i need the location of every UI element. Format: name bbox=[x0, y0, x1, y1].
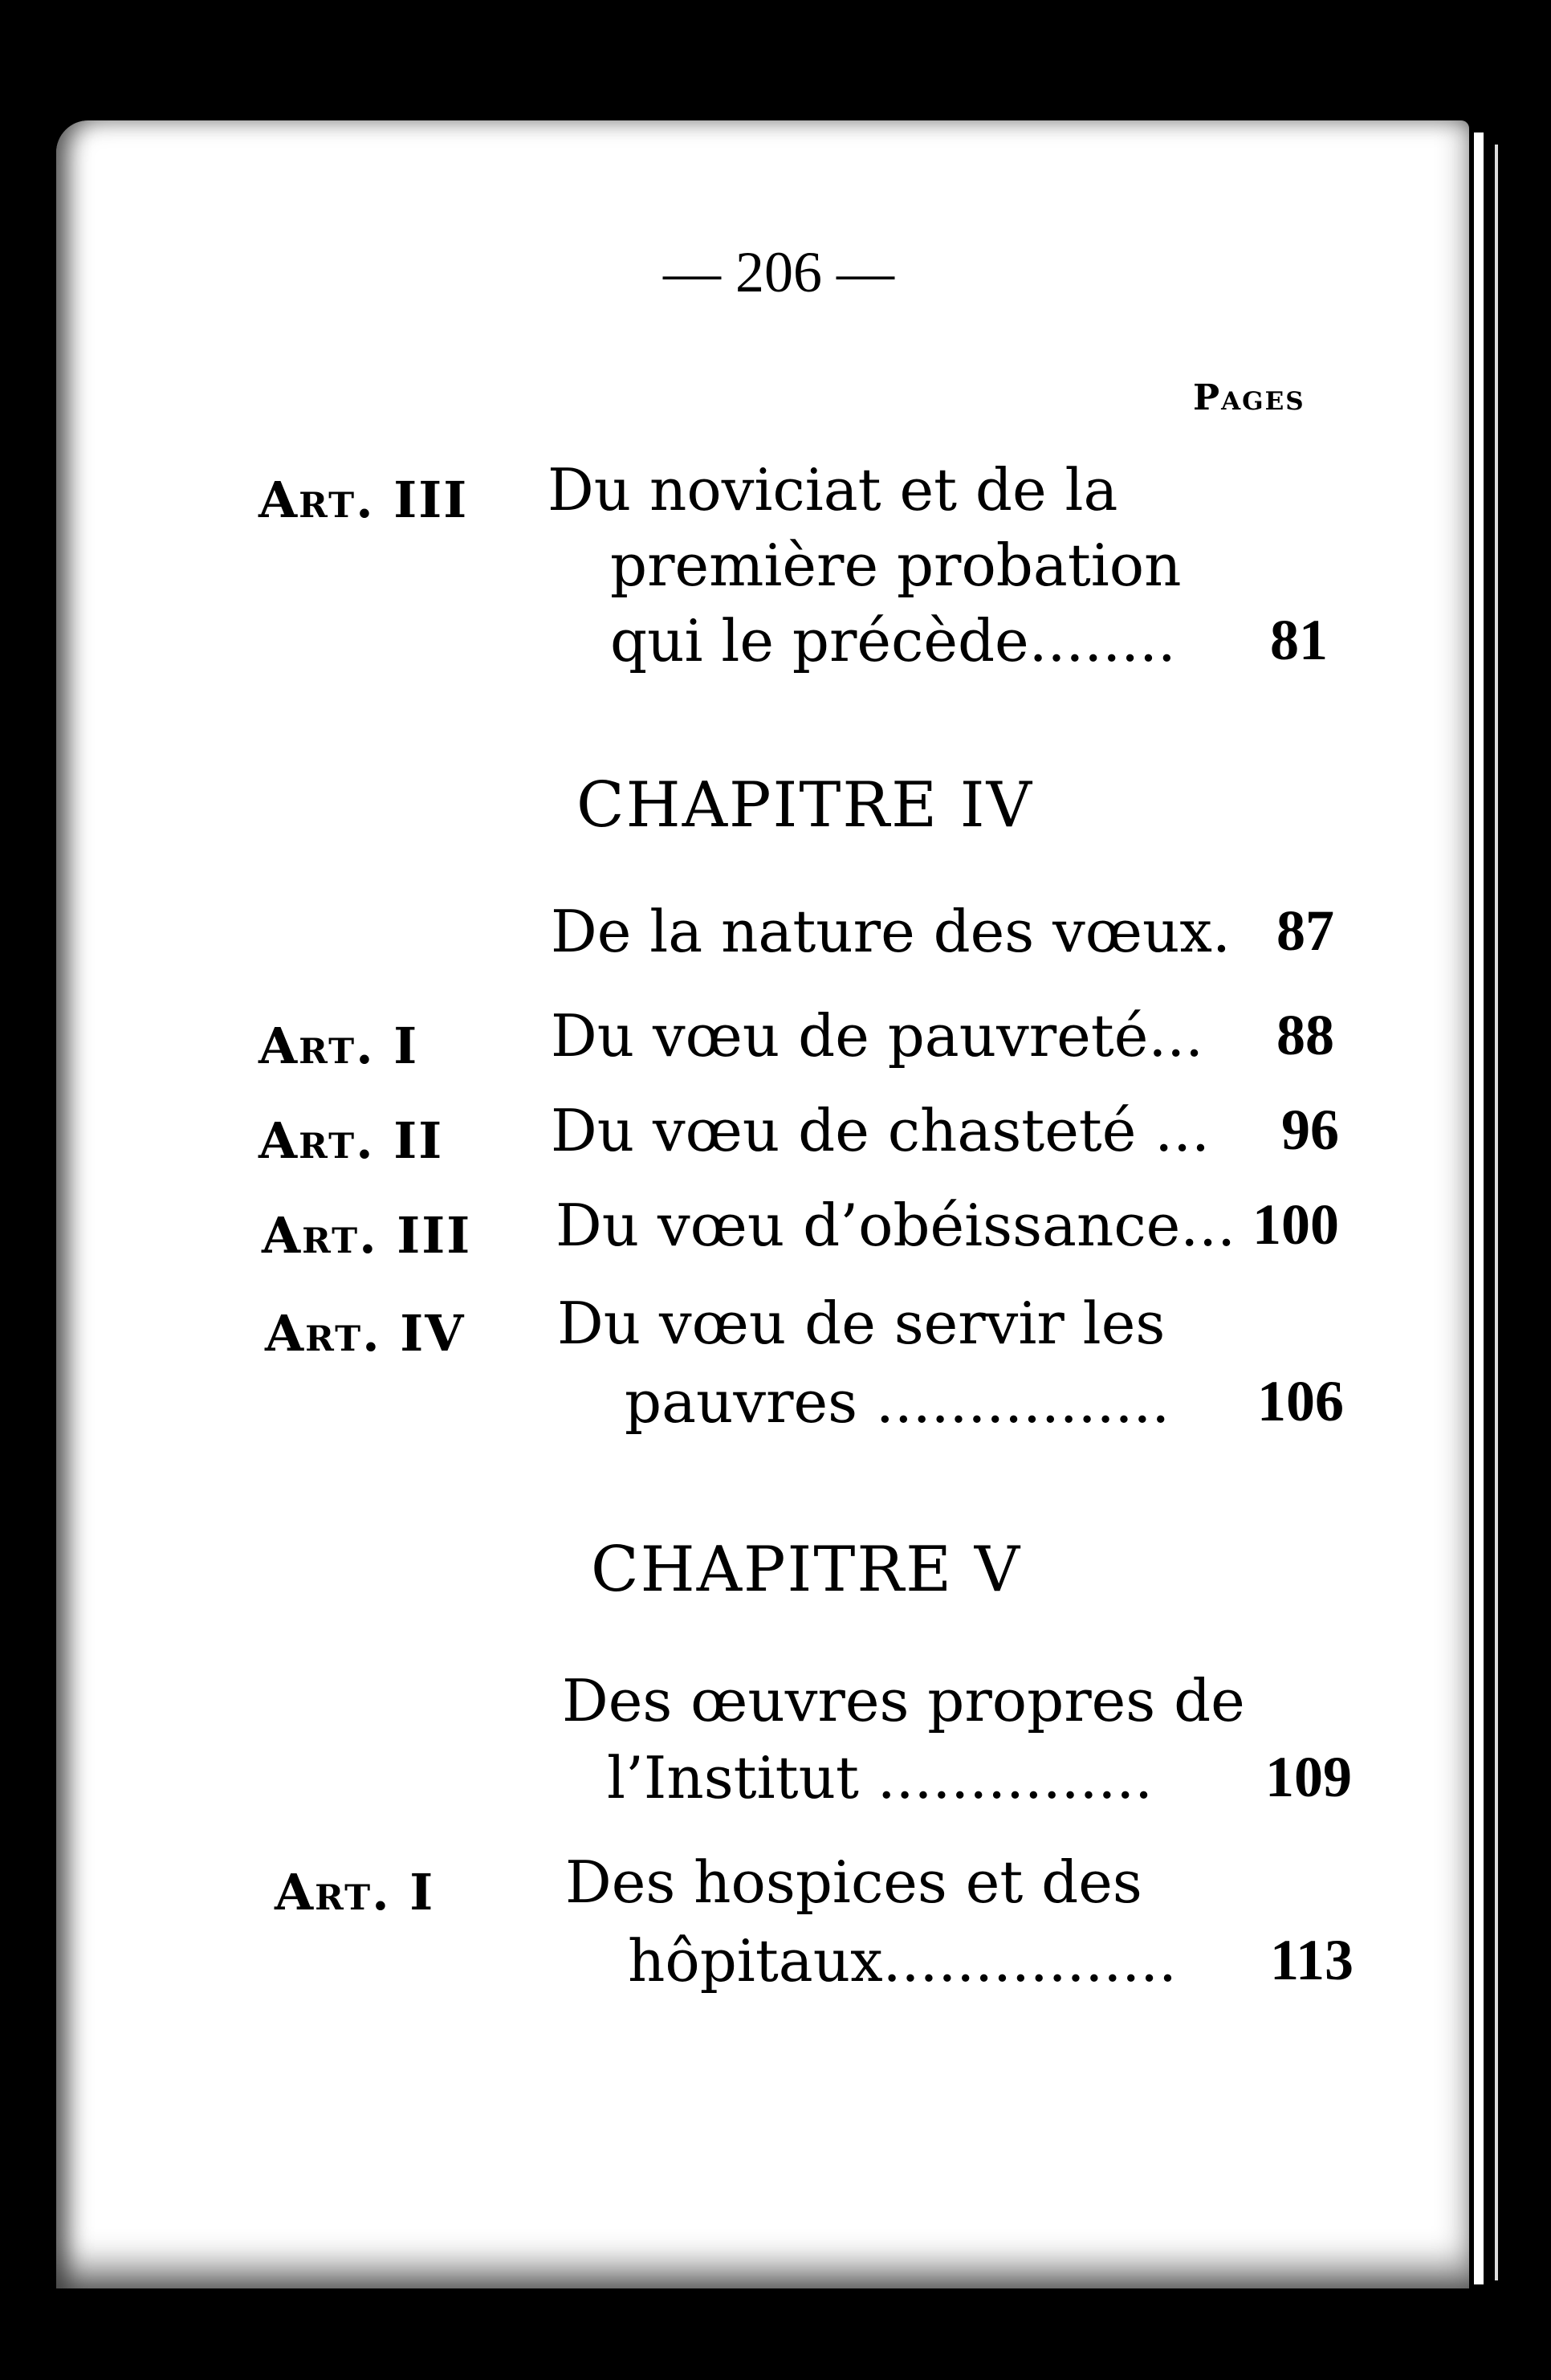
article-label: Art. III bbox=[262, 1206, 472, 1265]
page-ref: 81 bbox=[1270, 608, 1328, 672]
entry-line: pauvres ................ bbox=[625, 1368, 1170, 1436]
pages-column-header: Pages bbox=[1193, 377, 1305, 418]
entry-line: qui le précède........ bbox=[610, 607, 1176, 674]
page-edge bbox=[1474, 132, 1484, 2284]
entry-line: Du vœu de chasteté ... bbox=[551, 1097, 1210, 1164]
entry-line: Du vœu de pauvreté... bbox=[551, 1002, 1203, 1070]
page-ref: 106 bbox=[1257, 1369, 1344, 1433]
entry-line: Du vœu d’obéissance... bbox=[556, 1192, 1236, 1259]
page-ref: 96 bbox=[1281, 1098, 1339, 1162]
page-edge-shadow bbox=[1495, 145, 1498, 2280]
entry-line: Des œuvres propres de bbox=[562, 1667, 1245, 1734]
article-label: Art. II bbox=[258, 1111, 444, 1170]
entry-line: Du noviciat et de la bbox=[548, 456, 1118, 524]
entry-line: hôpitaux................ bbox=[628, 1927, 1177, 1995]
chapter-heading: CHAPITRE IV bbox=[576, 769, 1033, 842]
article-label: Art. I bbox=[275, 1863, 435, 1922]
chapter-heading: CHAPITRE V bbox=[591, 1534, 1022, 1606]
article-label: Art. I bbox=[258, 1017, 419, 1075]
page-ref: 109 bbox=[1265, 1745, 1352, 1809]
entry-line: première probation bbox=[610, 532, 1182, 599]
page-ref: 88 bbox=[1276, 1003, 1334, 1067]
page-ref: 100 bbox=[1252, 1192, 1339, 1257]
article-label: Art. III bbox=[258, 471, 469, 529]
entry-line: Du vœu de servir les bbox=[557, 1290, 1166, 1357]
entry-line: De la nature des vœux. bbox=[551, 898, 1231, 965]
page-number: — 206 — bbox=[663, 240, 894, 304]
page-ref: 87 bbox=[1276, 899, 1334, 963]
entry-line: l’Institut ............... bbox=[607, 1744, 1154, 1811]
page-ref: 113 bbox=[1270, 1928, 1354, 1992]
entry-line: Des hospices et des bbox=[565, 1848, 1142, 1916]
article-label: Art. IV bbox=[265, 1304, 466, 1363]
